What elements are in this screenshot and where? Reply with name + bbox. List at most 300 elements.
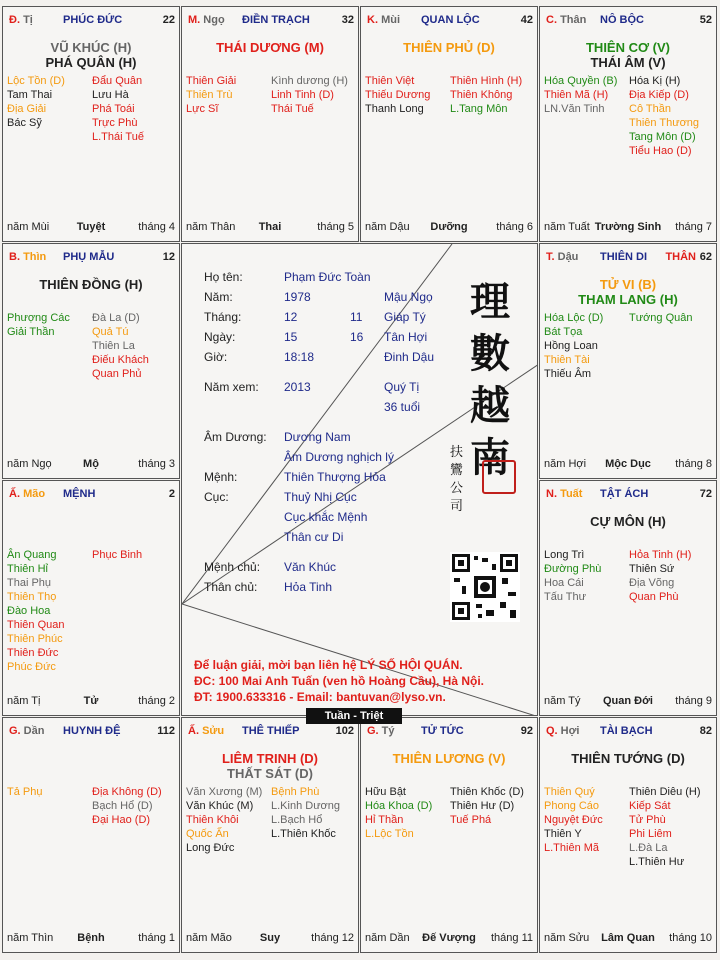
day-label: Ngày: [204,330,236,344]
minor-star: Bệnh Phù [271,786,320,798]
palace-month: tháng 9 [675,695,712,707]
minor-star: Phượng Các [7,312,70,324]
palace-month: tháng 5 [317,221,354,233]
palace-age: 2 [168,488,175,500]
minor-star: Tang Môn (D) [629,131,696,143]
minor-star: Thiếu Âm [544,368,592,380]
palace-branch: G. Tý [367,725,395,737]
minor-star: L.Thái Tuế [92,131,144,143]
palace-age: 12 [162,251,175,263]
minor-star: Đại Hao (D) [92,814,151,826]
name-value: Phạm Đức Toàn [284,270,371,284]
minor-star: Kình dương (H) [271,75,348,87]
qr-code-icon[interactable] [450,552,520,622]
palace-name: QUAN LỘC [421,14,480,26]
palace-cell[interactable] [181,6,359,242]
calligraphy-logo [470,276,510,484]
minor-star: Thiên Hình (H) [450,75,523,87]
palace-footer [544,458,712,472]
hour-value: 18:18 [284,350,315,364]
year-value: 1978 [284,290,311,304]
hour-can: Đinh Dậu [384,350,435,364]
palace-header [546,488,712,502]
cuc-relation: Cục khắc Mệnh [284,510,368,524]
minor-star: Đẩu Quân [92,75,143,87]
palace-branch: Q. Hợi [546,725,580,737]
palace-footer [544,932,712,946]
minor-star: Điếu Khách [92,354,149,366]
palace-age: 72 [699,488,712,500]
palace-month: tháng 4 [138,221,175,233]
palace-header [367,14,533,28]
palace-month: tháng 11 [490,932,533,944]
main-stars [540,40,716,70]
minor-star: Bạch Hổ (D) [92,800,153,812]
minor-stars-left [7,548,93,674]
minor-star: Thiên Sứ [629,563,675,575]
red-seal-stamp [482,460,516,494]
palace-month: tháng 6 [496,221,533,233]
truong-sinh: Dưỡng [430,221,468,233]
minor-star: Nguyệt Đức [544,814,603,826]
minor-star: Phá Toái [92,103,135,115]
calligraphy-char: 南 [470,434,510,481]
truong-sinh: Đế Vượng [422,932,476,944]
main-stars [540,514,716,529]
than-cu: Thân cư Di [284,530,344,544]
minor-star: L.Đà La [629,842,668,854]
palace-cell[interactable] [360,717,538,953]
minor-star: L.Kinh Dương [271,800,341,812]
main-star: TỬ VI (B) [599,277,657,292]
minor-star: Địa Giải [7,103,47,115]
minor-star: Thiên Không [450,89,513,101]
main-stars [3,40,179,70]
truong-sinh: Mộc Dục [605,458,651,470]
minor-star: Tam Thai [7,89,53,101]
small-calli-char: 扶 [450,445,464,460]
palace-branch: B. Thìn [9,251,47,263]
minor-star: Quốc Ấn [186,828,229,840]
minor-star: L.Thiên Hư [629,856,685,868]
palace-month: tháng 3 [138,458,175,470]
center-info-panel [181,243,538,716]
palace-branch: G. Dần [9,725,45,737]
minor-star: Quan Phủ [92,368,142,380]
palace-footer [186,221,354,235]
amduong-value: Dương Nam [284,430,351,444]
palace-name: ĐIỀN TRẠCH [242,14,310,26]
minor-star: Giải Thần [7,326,55,338]
calligraphy-char: 理 [470,278,510,325]
minor-star: L.Lộc Tồn [365,828,414,840]
thanchu-value: Hỏa Tinh [284,580,333,594]
palace-month: tháng 1 [138,932,175,944]
minor-star: Văn Khúc (M) [186,800,254,812]
palace-header [546,725,712,739]
palace-footer [544,221,712,235]
truong-sinh: Suy [259,932,281,944]
minor-star: Tả Phụ [7,786,43,798]
main-stars [361,751,537,766]
minor-stars-left [544,74,630,116]
small-calli-char: 鸞 [450,463,464,478]
minor-star: Bác Sỹ [7,117,42,129]
palace-footer [7,695,175,709]
palace-age: 62 [699,251,712,263]
palace-cell[interactable] [2,6,180,242]
palace-name: HUYNH ĐỆ [63,725,121,737]
main-star: THẤT SÁT (D) [227,766,313,781]
main-stars [182,40,358,55]
horoscope-chart [2,6,718,956]
minor-star: Hóa Kị (H) [629,75,681,87]
minor-star: Đà La (D) [92,312,140,324]
cuc-label: Cục: [204,490,229,504]
minor-star: Phục Binh [92,549,143,561]
minor-stars-left [544,311,630,381]
palace-branch: N. Tuất [546,488,583,500]
year-can: Mậu Ngọ [384,290,433,304]
minor-star: Địa Không (D) [92,786,162,798]
main-stars [540,277,716,307]
minor-star: Thiên Đức [7,647,59,659]
palace-year: năm Thìn [7,932,54,944]
minor-star: Địa Kiếp (D) [629,89,689,101]
minor-star: Cô Thần [629,103,671,115]
palace-header [9,488,175,502]
minor-star: Trực Phù [92,117,138,129]
minor-star: Lộc Tồn (D) [7,75,65,87]
truong-sinh: Tử [83,695,99,707]
minor-star: Thiên Thương [629,117,700,129]
main-star: PHÁ QUÂN (H) [45,55,137,70]
main-stars [3,277,179,292]
minor-star: Hóa Khoa (D) [365,800,433,812]
thanchu-label: Thân chủ: [204,580,258,594]
main-star: THÁI DƯƠNG (M) [216,40,324,55]
palace-footer [544,695,712,709]
minor-star: Thiên Việt [365,75,415,87]
minor-star: Phong Cáo [544,800,600,812]
palace-branch: C. Thân [546,14,587,26]
truong-sinh: Thai [258,221,282,233]
contact-line: Để luận giải, mời bạn liên hệ LÝ SỐ HỘI QUÁN. [194,658,463,672]
amduong-label: Âm Dương: [204,430,267,444]
palace-name: TỬ TỨC [421,725,464,737]
minor-star: Hỉ Thần [365,814,404,826]
main-star: THÁI ÂM (V) [590,55,666,70]
minor-star: Quan Phù [629,591,679,603]
minor-star: Thiên Quan [7,619,65,631]
truong-sinh: Mộ [83,458,99,470]
name-label: Họ tên: [204,270,243,284]
contact-address: ĐC: 100 Mai Anh Tuấn (ven hồ Hoàng Cầu), Hà Nội. [194,674,485,688]
minor-star: Tử Phù [629,814,666,826]
palace-header [9,251,175,265]
palace-year: năm Tuất [544,221,590,233]
minor-star: L.Bạch Hổ [271,814,323,826]
minor-star: Địa Võng [629,577,675,589]
hour-label: Giờ: [204,350,228,364]
palace-month: tháng 7 [675,221,712,233]
minor-star: Tuế Phá [450,814,492,826]
palace-name: TÀI BẠCH [600,725,653,737]
age-value: 36 tuổi [384,400,421,414]
main-star: THIÊN LƯƠNG (V) [392,751,506,766]
palace-year: năm Ngọ [7,458,52,470]
minor-stars-right [450,74,536,116]
palace-header [188,725,354,739]
minor-star: Hồng Loan [544,340,598,352]
minor-stars-right [629,548,715,604]
truong-sinh: Quan Đới [603,695,653,707]
palace-age: 42 [520,14,533,26]
minor-stars-right [271,785,357,841]
palace-branch: Ấ. Mão [9,488,46,500]
minor-stars-left [7,311,93,339]
palace-name: THÊ THIẾP [242,725,300,737]
minor-star: L.Thiên Mã [544,842,600,854]
menh-label: Mệnh: [204,470,238,484]
minor-star: Đường Phù [544,563,602,575]
view-year-value: 2013 [284,380,311,394]
palace-cell[interactable] [2,480,180,716]
truong-sinh: Lâm Quan [601,932,655,944]
palace-footer [7,458,175,472]
minor-star: Hữu Bật [365,786,406,798]
minor-star: Thiên Hỉ [7,563,48,575]
menhchu-value: Văn Khúc [284,560,337,574]
minor-star: Kiếp Sát [629,800,671,812]
day-can: Tân Hợi [384,330,428,344]
menhchu-label: Mệnh chủ: [204,560,261,574]
minor-star: Thiên Diêu (H) [629,786,701,798]
truong-sinh: Bệnh [77,932,105,944]
view-year-can: Quý Tị [384,380,420,394]
minor-star: Lực Sĩ [186,103,219,115]
minor-star: LN.Văn Tinh [544,103,605,115]
amduong-note: Âm Dương nghịch lý [284,450,394,464]
palace-footer [365,932,533,946]
minor-star: Hóa Quyền (B) [544,75,618,87]
minor-star: Thiên Khốc (D) [450,786,524,798]
minor-star: Thiên Giải [186,75,237,87]
minor-star: Hoa Cái [544,577,584,589]
palace-cell[interactable] [539,480,717,716]
minor-star: Thiên Tài [544,354,590,366]
palace-branch: T. Dậu [546,251,579,263]
main-star: THIÊN TƯỚNG (D) [571,751,685,766]
minor-star: Long Trì [544,549,585,561]
palace-age: 32 [341,14,354,26]
palace-month: tháng 12 [311,932,354,944]
minor-star: Thai Phụ [7,577,52,589]
palace-header [546,251,712,265]
day-value: 15 [284,330,298,344]
minor-stars-right [271,74,357,116]
palace-name: MỆNH [63,488,96,500]
minor-star: Bát Tọa [544,326,583,338]
minor-star: Quả Tú [92,326,129,338]
minor-star: Thanh Long [365,103,424,115]
palace-cell[interactable] [539,717,717,953]
palace-name: PHỤ MẪU [63,251,115,263]
palace-branch: M. Ngọ [188,14,225,26]
minor-stars-left [544,785,630,855]
year-label: Năm: [204,290,233,304]
palace-header [188,14,354,28]
minor-star: Phúc Đức [7,661,56,673]
palace-header [367,725,533,739]
palace-branch: Ấ. Sửu [188,725,225,737]
main-star: LIÊM TRINH (D) [221,751,319,766]
palace-cell[interactable] [2,243,180,479]
minor-star: Ân Quang [7,549,57,561]
minor-star: Đào Hoa [7,605,51,617]
palace-name: PHÚC ĐỨC [63,14,123,26]
small-calligraphy [450,444,463,516]
minor-star: Thiếu Dương [365,89,431,101]
palace-name: NÔ BỘC [600,14,644,26]
contact-phone-email[interactable]: ĐT: 1900.633316 - Email: bantuvan@lyso.vn. [194,690,446,704]
day-lunar: 16 [350,330,364,344]
main-stars [361,40,537,55]
palace-cell[interactable] [360,6,538,242]
minor-star: Hỏa Tinh (H) [629,549,692,561]
palace-age: 112 [157,725,175,737]
minor-star: Thiên Quý [544,786,595,798]
minor-star: Văn Xương (M) [186,786,263,798]
minor-stars-right [629,785,715,869]
small-calli-char: 公 [450,481,464,496]
minor-stars-right [92,74,178,144]
palace-cell[interactable] [539,243,717,479]
palace-name: TẬT ÁCH [600,488,649,500]
minor-stars-right [92,311,178,381]
tuan-triet-badge: Tuần - Triệt [306,708,402,724]
month-can: Giáp Tý [384,310,426,324]
minor-star: Thiên Y [544,828,582,840]
main-stars [540,751,716,766]
palace-name: THIÊN DI [600,251,648,263]
minor-star: Tướng Quân [629,312,693,324]
minor-star: Thiên Hư (D) [450,800,515,812]
palace-month: tháng 10 [669,932,712,944]
palace-year: năm Dậu [365,221,410,233]
minor-star: L.Thiên Khốc [271,828,336,840]
month-lunar: 11 [350,310,363,324]
view-year-label: Năm xem: [204,380,259,394]
palace-header [9,725,175,739]
palace-cell[interactable] [539,6,717,242]
minor-star: Thiên Khôi [186,814,239,826]
minor-stars-left [7,785,93,799]
palace-year: năm Mão [186,932,232,944]
palace-cell[interactable] [2,717,180,953]
minor-star: Thiên Thọ [7,591,57,603]
palace-header [9,14,175,28]
minor-star: Thiên La [92,340,135,352]
minor-stars-left [186,74,272,116]
main-star: THIÊN CƠ (V) [585,40,671,55]
contact-info [194,657,484,705]
palace-age: 52 [699,14,712,26]
palace-age: 92 [520,725,533,737]
minor-star: L.Tang Môn [450,103,508,115]
palace-month: tháng 2 [138,695,175,707]
minor-star: Thiên Trù [186,89,233,101]
palace-month: tháng 8 [675,458,712,470]
minor-star: Tấu Thư [544,591,587,603]
main-star: THIÊN PHỦ (D) [403,40,495,55]
palace-year: năm Mùi [7,221,50,233]
palace-age: 22 [162,14,175,26]
menh-value: Thiên Thượng Hỏa [284,470,386,484]
minor-stars-left [186,785,272,855]
palace-footer [7,932,175,946]
palace-cell[interactable] [181,717,359,953]
cuc-value: Thuỷ Nhị Cục [284,490,357,504]
main-star: VŨ KHÚC (H) [50,40,132,55]
minor-stars-right [450,785,536,827]
palace-header [546,14,712,28]
palace-branch: Đ. Tị [9,14,33,26]
palace-year: năm Thân [186,221,236,233]
minor-star: Long Đức [186,842,235,854]
palace-year: năm Dần [365,932,410,944]
truong-sinh: Tuyệt [76,221,106,233]
minor-star: Linh Tinh (D) [271,89,334,101]
minor-star: Phi Liêm [629,828,672,840]
minor-stars-left [544,548,630,604]
month-value: 12 [284,310,298,324]
main-star: THIÊN ĐỒNG (H) [39,277,143,292]
minor-star: Thiên Phúc [7,633,63,645]
calligraphy-char: 越 [470,382,510,429]
minor-stars-right [92,785,178,827]
palace-footer [186,932,354,946]
minor-stars-left [365,785,451,841]
palace-footer [365,221,533,235]
minor-stars-right [629,74,715,158]
minor-stars-left [7,74,93,130]
palace-footer [7,221,175,235]
small-calli-char: 司 [450,499,464,514]
minor-stars-right [629,311,715,325]
minor-star: Thái Tuế [271,103,314,115]
truong-sinh: Trường Sinh [594,221,662,233]
palace-branch: K. Mùi [367,14,401,26]
palace-year: năm Tý [544,695,581,707]
minor-star: Tiểu Hao (D) [629,145,692,157]
main-star: THAM LANG (H) [578,292,678,307]
main-stars [182,751,358,781]
calligraphy-char: 數 [470,330,510,377]
palace-year: năm Sửu [544,932,590,944]
minor-stars-right [92,548,178,562]
than-marker: THÂN [665,251,696,263]
palace-age: 102 [335,725,354,737]
minor-star: Hóa Lộc (D) [544,312,604,324]
minor-star: Thiên Mã (H) [544,89,609,101]
main-star: CỰ MÔN (H) [590,514,666,529]
palace-year: năm Hợi [544,458,587,470]
month-label: Tháng: [204,310,242,324]
palace-year: năm Tị [7,695,41,707]
minor-stars-left [365,74,451,116]
minor-star: Lưu Hà [92,89,129,101]
